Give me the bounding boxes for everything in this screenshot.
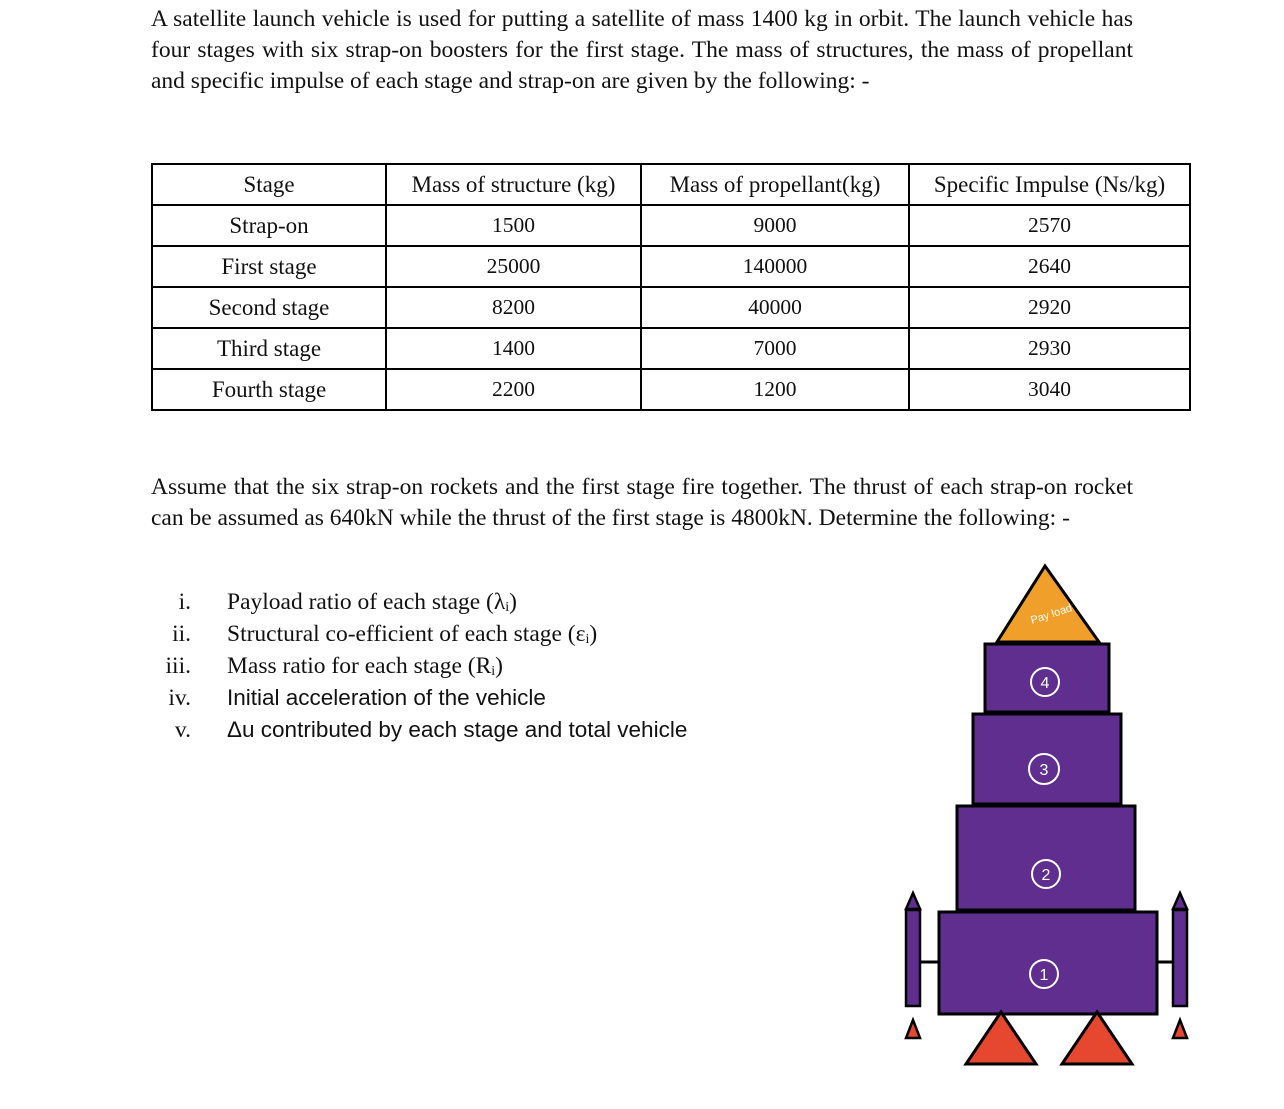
payload-cone [997,566,1099,642]
table-row [152,328,1190,369]
right-strap-on-booster [1157,893,1187,1038]
item-number: v. [174,717,191,743]
item-text: Mass ratio for each stage (Rᵢ) [227,653,503,679]
propellant-mass: 140000 [641,246,909,287]
item-number: iv. [168,685,191,711]
stage-data-table [151,163,1191,411]
payload-label: Pay load [1029,602,1074,627]
intro-paragraph: A satellite launch vehicle is used for putting a satellite of mass 1400 kg in orbit. The launch vehicle has four stages with six strap-on boosters for the first stage. The mass of structures, the mass of propellant and specific impulse of each stage and strap-on are given by the following: - [151,6,1133,94]
table-row [152,205,1190,246]
left-main-nozzle [966,1012,1036,1064]
item-text: Δu contributed by each stage and total vehicle [227,717,688,742]
structure-mass: 1500 [386,205,641,246]
table-header-row [152,164,1190,205]
svg-text:2: 2 [1041,867,1051,884]
structure-mass: 25000 [386,246,641,287]
assumption-paragraph: Assume that the six strap-on rockets and the first stage fire together. The thrust of each strap-on rocket can be assumed as 640kN while the thrust of the first stage is 4800kN. Determine the following: - [151,474,1133,531]
header-structure-mass: Mass of structure (kg) [386,164,641,205]
specific-impulse: 2930 [909,328,1190,369]
list-item [151,586,687,618]
svg-text:4: 4 [1040,675,1050,692]
item-number: iii. [165,653,191,679]
svg-text:3: 3 [1039,762,1049,779]
list-item [151,618,687,650]
structure-mass: 2200 [386,369,641,410]
list-item [151,650,687,682]
left-strap-on-booster [906,893,939,1038]
list-item [151,714,687,746]
svg-text:1: 1 [1039,967,1049,984]
header-propellant-mass: Mass of propellant(kg) [641,164,909,205]
propellant-mass: 40000 [641,287,909,328]
specific-impulse: 2570 [909,205,1190,246]
stage-1-block [939,912,1157,1014]
specific-impulse: 3040 [909,369,1190,410]
table-row [152,287,1190,328]
question-list [151,586,687,746]
stage-name: Strap-on [152,205,386,246]
table-row [152,369,1190,410]
header-stage: Stage [152,164,386,205]
propellant-mass: 7000 [641,328,909,369]
item-text: Payload ratio of each stage (λᵢ) [227,589,517,615]
header-specific-impulse: Specific Impulse (Ns/kg) [909,164,1190,205]
specific-impulse: 2920 [909,287,1190,328]
item-text: Initial acceleration of the vehicle [227,685,546,710]
right-main-nozzle [1062,1012,1132,1064]
stage-name: Fourth stage [152,369,386,410]
propellant-mass: 9000 [641,205,909,246]
stage-name: First stage [152,246,386,287]
item-number: ii. [172,621,191,647]
stage-2-block [957,806,1135,910]
table-row [152,246,1190,287]
stage-name: Third stage [152,328,386,369]
propellant-mass: 1200 [641,369,909,410]
rocket-diagram [900,560,1200,1070]
item-number: i. [178,589,191,615]
stage-3-block [973,714,1121,804]
list-item [151,682,687,714]
structure-mass: 1400 [386,328,641,369]
stage-name: Second stage [152,287,386,328]
specific-impulse: 2640 [909,246,1190,287]
structure-mass: 8200 [386,287,641,328]
item-text: Structural co-efficient of each stage (εᵢ) [227,621,598,647]
